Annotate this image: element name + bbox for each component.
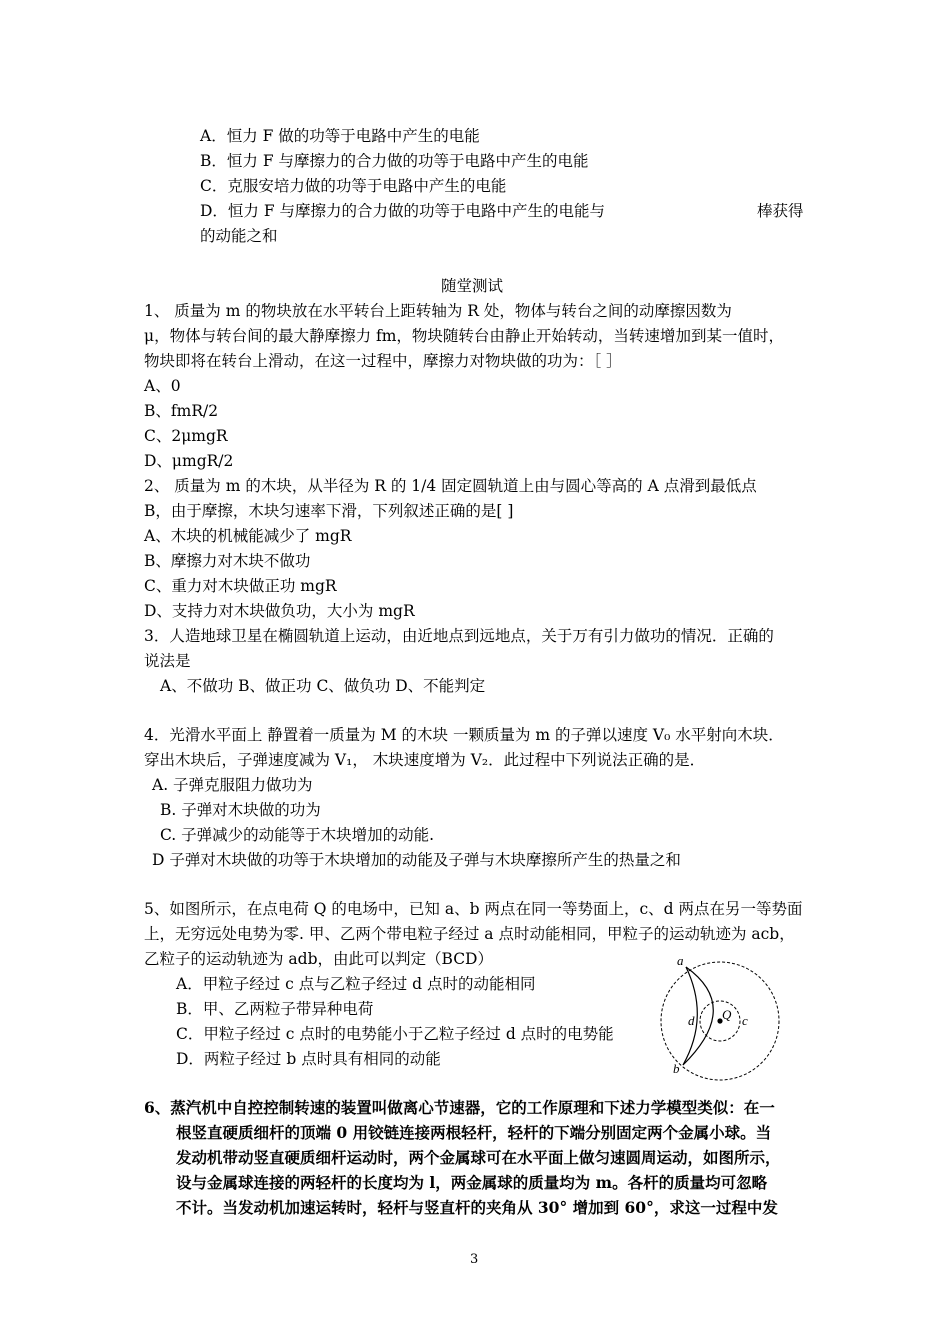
q2-option-c: C、重力对木块做正功 mgR	[144, 577, 337, 595]
q6-line-4: 设与金属球连接的两轻杆的长度均为 l，两金属球的质量均为 m。各杆的质量均可忽略	[176, 1173, 768, 1192]
section-title: 随堂测试	[441, 277, 504, 295]
label-c: c	[742, 1013, 748, 1028]
q1-option-c: C、2μmgR	[144, 427, 228, 445]
q5-option-d: D．两粒子经过 b 点时具有相同的动能	[176, 1050, 441, 1068]
q5-line-3: 乙粒子的运动轨迹为 adb，由此可以判定（BCD）	[144, 950, 493, 968]
q5-option-a: A．甲粒子经过 c 点与乙粒子经过 d 点时的动能相同	[176, 975, 536, 993]
option-d: D．恒力 F 与摩擦力的合力做的功等于电路中产生的电能与	[200, 202, 606, 220]
q4-option-b: B. 子弹对木块做的功为	[160, 801, 321, 819]
q5-line-2: 上，无穷远处电势为零. 甲、乙两个带电粒子经过 a 点时动能相同，甲粒子的运动轨迹为 acb，	[144, 925, 795, 943]
q2-line-1: 2、 质量为 m 的木块，从半径为 R 的 1/4 固定圆轨道上由与圆心等高的 A 点滑到最低点	[144, 477, 757, 495]
q1-line-3: 物块即将在转台上滑动，在这一过程中，摩擦力对物块做的功为：［ ］	[144, 352, 622, 370]
option-c: C．克服安培力做的功等于电路中产生的电能	[200, 177, 507, 195]
q2-line-2: B，由于摩擦，木块匀速率下滑，下列叙述正确的是[ ]	[144, 502, 514, 520]
q1-option-d: D、μmgR/2	[144, 452, 234, 470]
q2-option-d: D、支持力对木块做负功，大小为 mgR	[144, 602, 415, 620]
q5-option-b: B．甲、乙两粒子带异种电荷	[176, 1000, 374, 1018]
q3-options: A、不做功 B、做正功 C、做负功 D、不能判定	[160, 677, 486, 695]
option-d-continued: 的动能之和	[200, 227, 278, 245]
q5-option-c: C．甲粒子经过 c 点时的电势能小于乙粒子经过 d 点时的电势能	[176, 1025, 614, 1043]
label-q: Q	[722, 1007, 732, 1022]
q4-option-a: A. 子弹克服阻力做功为	[152, 776, 313, 794]
q5-line-1: 5、如图所示，在点电荷 Q 的电场中，已知 a、b 两点在同一等势面上，c、d 两点在另一等势面	[144, 900, 803, 918]
q4-option-d: D 子弹对木块做的功等于木块增加的动能及子弹与木块摩擦所产生的热量之和	[152, 851, 681, 869]
q6-line-3: 发动机带动竖直硬质细杆运动时，两个金属球可在水平面上做匀速圆周运动，如图所示，	[176, 1148, 781, 1167]
q1-option-b: B、fmR/2	[144, 402, 219, 420]
q1-line-2: μ，物体与转台间的最大静摩擦力 fm，物块随转台由静止开始转动，当转速增加到某一值时，	[144, 327, 784, 345]
option-b: B．恒力 F 与摩擦力的合力做的功等于电路中产生的电能	[200, 152, 589, 170]
q6-line-2: 根竖直硬质细杆的顶端 0 用铰链连接两根轻杆，轻杆的下端分别固定两个金属小球。当	[176, 1123, 772, 1142]
electric-field-diagram	[650, 955, 785, 1085]
label-a: a	[677, 955, 684, 968]
q4-option-c: C. 子弹减少的动能等于木块增加的动能.	[160, 826, 435, 844]
page-number: 3	[470, 1252, 479, 1267]
q6-line-5: 不计。当发动机加速运转时，轻杆与竖直杆的夹角从 30° 增加到 60°，求这一过程中发	[176, 1198, 778, 1217]
label-b: b	[673, 1061, 680, 1076]
option-d-tail: 棒获得	[757, 202, 804, 220]
q3-line-1: 3．人造地球卫星在椭圆轨道上运动，由近地点到远地点，关于万有引力做功的情况．正确的	[144, 627, 774, 645]
q1-line-1: 1、 质量为 m 的物块放在水平转台上距转轴为 R 处，物体与转台之间的动摩擦因数为	[144, 302, 732, 320]
q2-option-b: B、摩擦力对木块不做功	[144, 552, 311, 570]
label-d: d	[688, 1013, 695, 1028]
option-a: A．恒力 F 做的功等于电路中产生的电能	[200, 127, 480, 145]
q4-line-2: 穿出木块后，子弹速度减为 V₁， 木块速度增为 V₂．此过程中下列说法正确的是．	[144, 751, 706, 769]
q1-option-a: A、0	[144, 377, 181, 395]
q3-line-2: 说法是	[144, 652, 191, 670]
q4-line-1: 4．光滑水平面上 静置着一质量为 M 的木块 一颗质量为 m 的子弹以速度 V₀ 水平射向木块．	[144, 726, 784, 744]
q2-option-a: A、木块的机械能减少了 mgR	[144, 527, 352, 545]
q6-line-1: 6、蒸汽机中自控控制转速的装置叫做离心节速器，它的工作原理和下述力学模型类似：在一	[144, 1098, 775, 1117]
